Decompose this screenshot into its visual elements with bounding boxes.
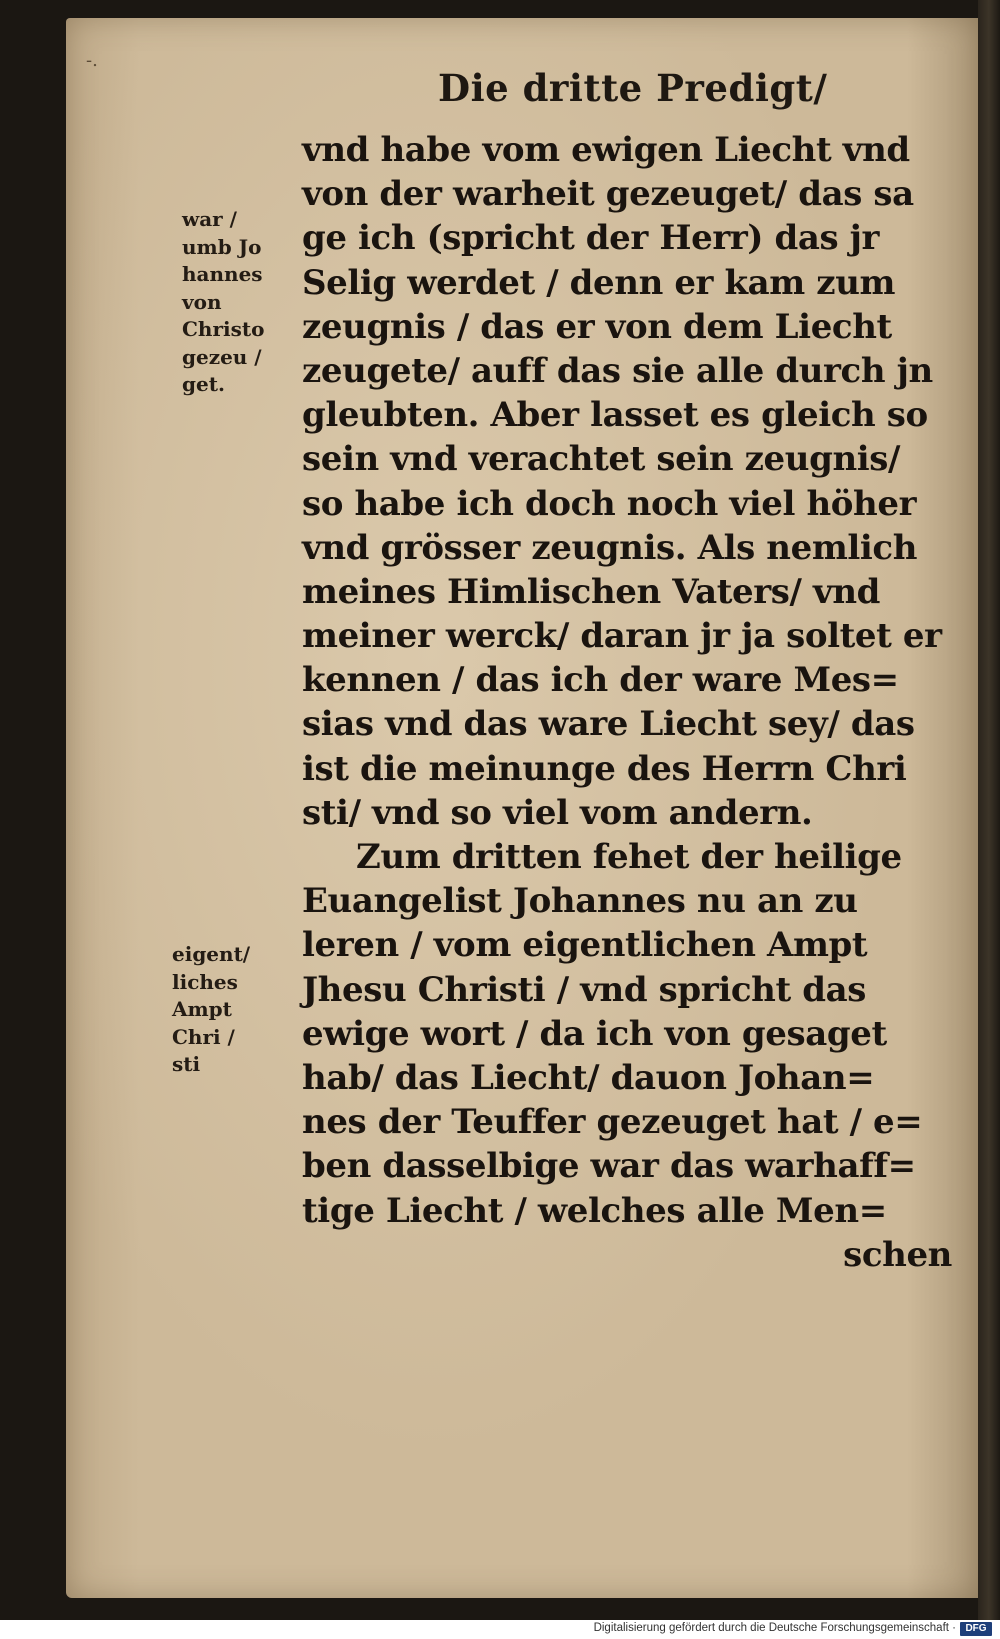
text-line: meiner werck/ daran jr ja soltet er: [302, 616, 942, 657]
dfg-logo: DFG: [960, 1622, 992, 1636]
margin-note-line: eigent/: [172, 942, 251, 966]
margin-note-line: gezeu /: [182, 344, 262, 369]
running-head: Die dritte Predigt/: [438, 66, 828, 110]
text-line: gleubten. Aber lasset es gleich so: [302, 395, 928, 436]
text-line: Selig werdet / denn er kam zum: [302, 262, 896, 303]
margin-note-2: [172, 941, 250, 1079]
margin-note-line: war /: [182, 207, 237, 231]
text-line: zeugnis / das er von dem Liecht: [302, 306, 892, 347]
text-line: nes der Teuffer gezeuget hat / e=: [302, 1102, 923, 1143]
margin-note-line: Chri /: [172, 1024, 235, 1049]
text-line: kennen / das ich der ware Mes=: [302, 660, 899, 701]
text-line: schen: [843, 1234, 952, 1275]
book-spine-edge: [978, 0, 1000, 1620]
margin-note-line: Ampt: [172, 997, 232, 1021]
text-line: sein vnd verachtet sein zeugnis/: [302, 439, 901, 480]
text-line: sias vnd das ware Liecht sey/ das: [302, 704, 915, 745]
page-corner-mark: -.: [86, 50, 98, 71]
body-text-block: [302, 128, 952, 1277]
text-line: ewige wort / da ich von gesaget: [302, 1013, 887, 1054]
margin-note-line: Christo: [182, 317, 265, 341]
text-line: von der warheit gezeuget/ das sa: [302, 174, 914, 215]
margin-note-line: liches: [172, 969, 238, 994]
text-line: zeugete/ auff das sie alle durch jn: [302, 350, 933, 391]
margin-note-1: [182, 206, 264, 399]
text-line: ben dasselbige war das warhaff=: [302, 1146, 916, 1187]
margin-note-line: von: [182, 289, 222, 314]
text-line: tige Liecht / welches alle Men=: [302, 1190, 887, 1231]
text-line: Jhesu Christi / vnd spricht das: [302, 969, 866, 1010]
text-line: vnd habe vom ewigen Liecht vnd: [302, 130, 910, 170]
margin-note-line: umb Jo: [182, 234, 262, 259]
text-line: leren / vom eigentlichen Ampt: [302, 925, 868, 966]
margin-note-line: sti: [172, 1052, 201, 1076]
text-line: Euangelist Johannes nu an zu: [302, 881, 858, 922]
text-line: hab/ das Liecht/ dauon Johan=: [302, 1057, 875, 1098]
footer-credit: Digitalisierung gefördert durch die Deutsche Forschungsgemeinschaft ·: [593, 1622, 956, 1634]
text-line: vnd grösser zeugnis. Als nemlich: [302, 527, 918, 568]
text-line: so habe ich doch noch viel höher: [302, 483, 917, 524]
text-line: meines Himlischen Vaters/ vnd: [302, 571, 881, 612]
text-line: ist die meinunge des Herrn Chri: [302, 748, 907, 789]
text-line: sti/ vnd so viel vom andern.: [302, 792, 813, 833]
margin-note-line: get.: [182, 372, 225, 396]
margin-note-line: hannes: [182, 262, 263, 286]
text-line: Zum dritten fehet der heilige: [356, 837, 902, 877]
text-line: ge ich (spricht der Herr) das jr: [302, 218, 880, 259]
